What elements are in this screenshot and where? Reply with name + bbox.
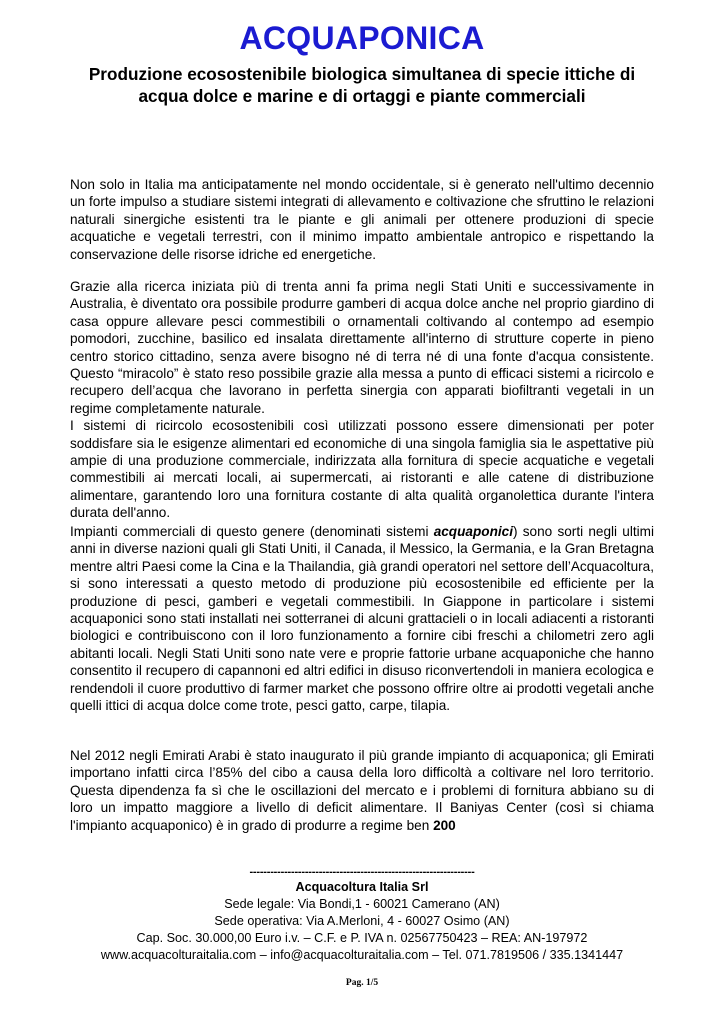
company-footer <box>0 866 724 964</box>
paragraph-intro: Non solo in Italia ma anticipatamente nel mondo occidentale, si è generato nell'ultimo decennio un forte impulso a studiare sistemi integrati di allevamento e coltivazione che sfruttino le relazioni naturali sinergiche esistenti tra le piante e gli animali per ottenere produzioni di specie acquatiche e vegetali terrestri, con il minimo impatto ambientale antropico e rispettando la conservazione delle risorse idriche ed energetiche. <box>70 177 654 262</box>
page-number: Pag. 1/5 <box>345 978 379 988</box>
company-contacts: www.acquacolturaitalia.com – info@acquacolturaitalia.com – Tel. 071.7819506 / 335.1341447 <box>100 948 624 962</box>
paragraph-research <box>70 278 654 522</box>
legal-office: Sede legale: Via Bondi,1 - 60021 Camerano (AN) <box>224 897 500 911</box>
production-figure: 200 <box>433 817 456 833</box>
paragraph-commercial-text-end: ) sono sorti negli ultimi anni in diverse nazioni quali gli Stati Uniti, il Canada, il Messico, la Germania, e la Gran Bretagna mentre altri Paesi come la Cina e la Thailandia, già grandi operatori nel settore dell’Acquacoltura, si sono interessati a questo metodo di produzione più ecosostenibile ed efficiente per la produzione di pesci, gamberi e vegetali commestibili. In Giappone in particolare i sistemi acquaponici sono stati installati nei sotterranei di alcuni grattacieli o in locali adiacenti a ristoranti biologici e contribuiscono con il loro funzionamento a fornire cibi freschi a chilometri zero agli abitanti locali. Negli Stati Uniti sono nate vere e proprie fattorie urbane acquaponiche che hanno consentito il recupero di capannoni ed altri edifici in disuso riconvertendoli in maniera ecologica e rendendoli il cuore produttivo di farmer market che possono offrire oltre ai prodotti vegetali anche quelli ittici di acqua dolce come trote, pesci gatto, carpe, tilapia. <box>70 524 655 714</box>
footer-separator: ----------------------------------------------------------------- <box>249 866 475 878</box>
document-title: ACQUAPONICA <box>239 20 485 56</box>
paragraph-commercial-text-start: Impianti commerciali di questo genere (denominati sistemi <box>70 524 434 539</box>
paragraph-commercial-plants <box>70 523 654 714</box>
operational-office: Sede operativa: Via A.Merloni, 4 - 60027 Osimo (AN) <box>214 914 510 928</box>
paragraph-emirates-text: Nel 2012 negli Emirati Arabi è stato inaugurato il più grande impianto di acquaponica; gli Emirati importano infatti circa l’85% del cibo a causa della loro difficoltà a coltivare nel loro territorio. Questa dipendenza fa sì che le oscillazioni del mercato e i problemi di fornitura abbiano su di loro un impatto maggiore a livello di deficit alimentare. Il Baniyas Center (così si chiama l'impianto acquaponico) è in grado di produrre a regime ben <box>70 748 654 833</box>
document-subtitle: Produzione ecosostenibile biologica simultanea di specie ittiche di acqua dolce e marine e di ortaggi e piante commerciali <box>88 64 636 106</box>
company-name: Acquacoltura Italia Srl <box>295 880 429 894</box>
paragraph-research-part-a: Grazie alla ricerca iniziata più di trenta anni fa prima negli Stati Uniti e successivamente in Australia, è diventato ora possibile produrre gamberi di acqua dolce anche nel proprio giardino di casa oppure allevare pesci commestibili o ornamentali coltivando al contempo ad esempio pomodori, zucchine, basilico ed insalata direttamente all'interno di strutture coperte in pieno centro storico cittadino, senza avere bisogno né di terra né di una fonte d'acqua consistente. Questo “miracolo” è stato reso possibile grazie alla messa a punto di efficaci sistemi a ricircolo e recupero dell’acqua che lavorano in perfetta sinergia con apparati biofiltranti vegetali in un regime completamente naturale. <box>70 279 654 416</box>
acquaponici-emphasis: acquaponici <box>433 524 513 539</box>
paragraph-emirates <box>70 747 654 834</box>
paragraph-research-part-b: I sistemi di ricircolo ecosostenibili così utilizzati possono essere dimensionati per poter soddisfare sia le esigenze alimentari ed economiche di una singola famiglia sia le aspettative più ampie di una produzione commerciale, indirizzata alla fornitura di specie acquatiche e vegetali commestibili ai mercati locali, ai supermercati, ai ristoranti e alle catene di distribuzione alimentare, garantendo loro una fornitura costante di alta qualità organolettica durante l'intera durata dell'anno. <box>70 418 654 521</box>
company-registry: Cap. Soc. 30.000,00 Euro i.v. – C.F. e P. IVA n. 02567750423 – REA: AN-197972 <box>136 931 588 945</box>
